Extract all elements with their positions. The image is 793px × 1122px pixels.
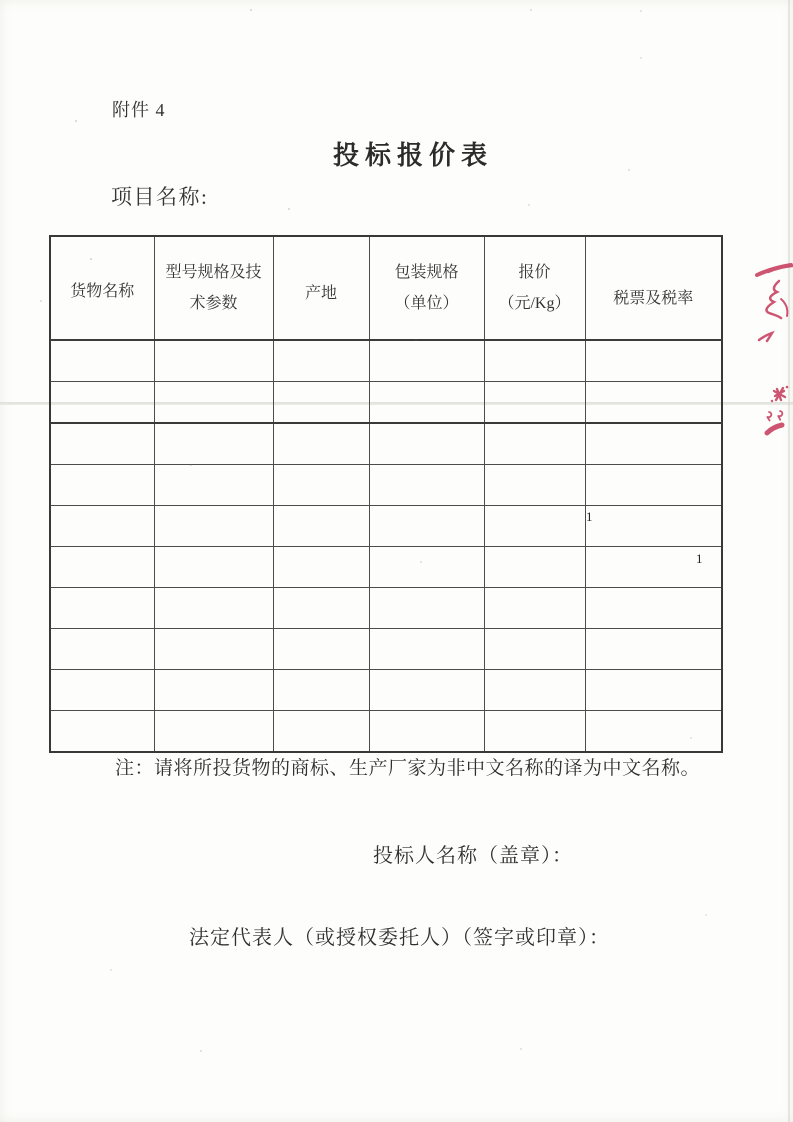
red-ink-marks <box>748 253 793 443</box>
table-row <box>50 465 722 506</box>
table-row <box>50 340 722 382</box>
header-origin: 产地 <box>273 236 369 340</box>
table-row <box>50 629 722 670</box>
header-price: 报价 （元/Kg） <box>484 236 585 340</box>
header-packaging: 包装规格 （单位） <box>369 236 484 340</box>
table-row <box>50 588 722 629</box>
table-row <box>50 547 722 588</box>
table-row <box>50 711 722 753</box>
table-row <box>50 423 722 465</box>
table-body <box>50 340 722 752</box>
scan-noise <box>250 9 252 11</box>
table-row <box>50 670 722 711</box>
stray-mark: 1 <box>696 551 703 566</box>
bid-quotation-table <box>49 235 723 753</box>
header-model-spec: 型号规格及技 术参数 <box>154 236 273 340</box>
legal-rep-label: 法定代表人（或授权委托人）（签字或印章）： <box>189 927 610 949</box>
table-row <box>50 506 722 547</box>
page-edge-line <box>788 0 790 1122</box>
header-goods-name: 货物名称 <box>50 236 154 340</box>
page-title: 投标报价表 <box>332 141 493 170</box>
bidder-seal-label: 投标人名称（盖章）： <box>373 845 573 867</box>
project-name-label: 项目名称: <box>111 185 209 209</box>
header-tax: 税票及税率 <box>585 236 722 340</box>
attachment-label: 附件 4 <box>112 100 166 120</box>
table-header-row <box>50 236 722 340</box>
note-text: 注：请将所投货物的商标、生产厂家为非中文名称的译为中文名称。 <box>115 758 701 779</box>
table-row <box>50 382 722 424</box>
stray-mark: 1 <box>586 509 593 524</box>
